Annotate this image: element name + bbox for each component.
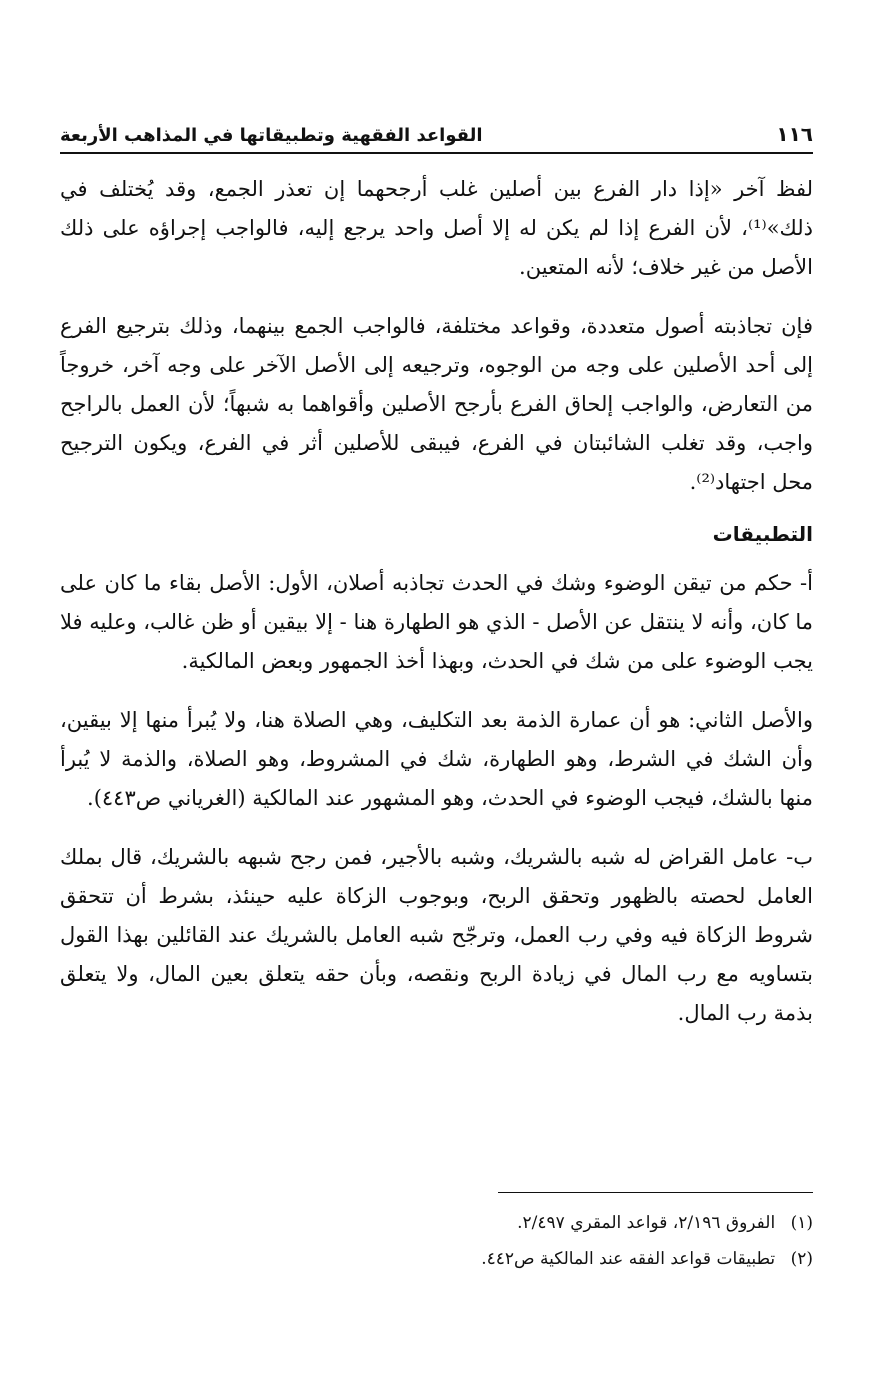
paragraph: فإن تجاذبته أصول متعددة، وقواعد مختلفة، فالواجب الجمع بينهما، وذلك بترجيع الفرع إلى أحد الأصلين على وجه من الوجوه، وترجيعه إلى الأصل الآخر على وجه آخر، خروجاً من التعارض، والواجب إلحاق الفرع بأرجح الأصلين وأقواهما به شبهاً؛ لأن العمل بالراجح واجب، وقد تغلب الشائبتان في الفرع، فيبقى للأصلين أثر في الفرع، ويكون الترجيح محل اجتهاد⁽²⁾. bbox=[60, 314, 813, 494]
main-text bbox=[60, 170, 813, 1053]
running-title: القواعد الفقهية وتطبيقاتها في المذاهب الأربعة bbox=[60, 125, 483, 146]
application-paragraph: ب- عامل القراض له شبه بالشريك، وشبه بالأجير، فمن رجح شبهه بالشريك، قال بملك العامل لحصته بالظهور وتحقق الربح، وبوجوب الزكاة عليه حينئذ، بشرط أن تتحقق شروط الزكاة فيه وفي رب العمل، وترجّح شبه العامل بالشريك عند القائلين بهذا القول بتساويه مع رب المال في زيادة الربح ونقصه، وبأن حقه يتعلق بعين المال، ولا يتعلق بذمة رب المال. bbox=[60, 845, 813, 1025]
footnote-marker: (٢) bbox=[790, 1249, 813, 1269]
footnote-text: تطبيقات قواعد الفقه عند المالكية ص٤٤٢. bbox=[481, 1249, 776, 1269]
footnote-item bbox=[60, 1244, 813, 1274]
footnote-rule bbox=[498, 1192, 813, 1193]
application-paragraph: أ- حكم من تيقن الوضوء وشك في الحدث تجاذبه أصلان، الأول: الأصل بقاء ما كان على ما كان، وأنه لا ينتقل عن الأصل - الذي هو الطهارة هنا - إلا بيقين أو ظن غالب، وعليه فلا يجب الوضوء على من شك في الحدث، وبهذا أخذ الجمهور وبعض المالكية. bbox=[60, 571, 813, 673]
footnote-text: الفروق ٢/١٩٦، قواعد المقري ٢/٤٩٧. bbox=[517, 1213, 776, 1233]
page-number: ١١٦ bbox=[776, 122, 813, 146]
running-header bbox=[60, 112, 813, 146]
section-title: التطبيقات bbox=[712, 522, 813, 546]
footnote-item bbox=[60, 1208, 813, 1238]
paragraph: لفظ آخر «إذا دار الفرع بين أصلين غلب أرجحهما إن تعذر الجمع، وقد يُختلف في ذلك»⁽¹⁾، لأن الفرع إذا لم يكن له إلا أصل واحد يرجع إليه، فالواجب إجراؤه على ذلك الأصل من غير خلاف؛ لأنه المتعين. bbox=[60, 177, 813, 279]
footnotes bbox=[60, 1208, 813, 1280]
application-paragraph: والأصل الثاني: هو أن عمارة الذمة بعد التكليف، وهي الصلاة هنا، ولا يُبرأ منها إلا بيقين، وأن الشك في الشرط، وهو الطهارة، شك في المشروط، وهو الصلاة، والذمة لا يُبرأ منها بالشك، فيجب الوضوء في الحدث، وهو المشهور عند المالكية (الغرياني ص٤٤٣). bbox=[60, 708, 813, 810]
footnote-marker: (١) bbox=[790, 1213, 813, 1233]
header-rule bbox=[60, 152, 813, 154]
book-page bbox=[60, 0, 813, 1385]
